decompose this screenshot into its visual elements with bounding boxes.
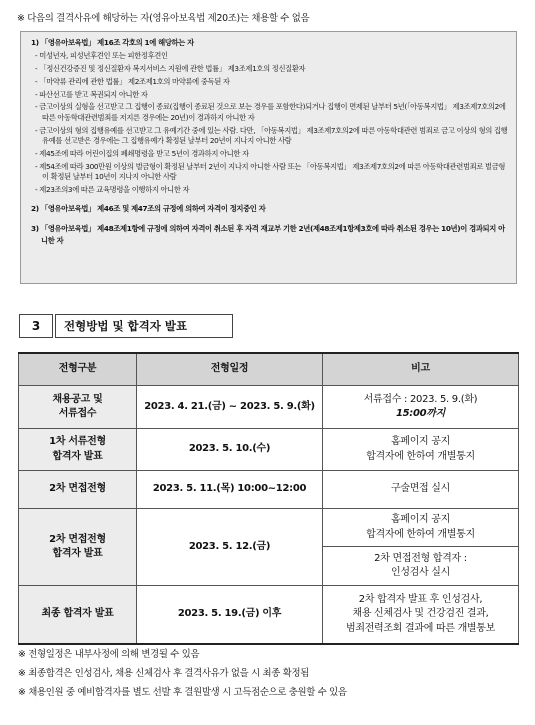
stage-cell: 2차 면접전형 합격자 발표 bbox=[19, 509, 137, 586]
disqualification-item-3: 3) 「영유아보육법」 제48조제1항에 규정에 의하여 자격이 취소된 후 자격 재교부 기한 2년(제48조제1항제3호에 따라 취소된 경우는 10년)이 경과되지 아니한 자 bbox=[31, 224, 505, 245]
footnote: ※ 채용인원 중 예비합격자를 별도 선발 후 결원발생 시 고득점순으로 충원할 수 있음 bbox=[18, 687, 347, 698]
section-title: 전형방법 및 합격자 발표 bbox=[55, 314, 233, 338]
table-row bbox=[19, 386, 519, 429]
note-cell: 홈페이지 공지 합격자에 한하여 개별통지 bbox=[323, 429, 519, 471]
schedule-header-row bbox=[19, 353, 519, 386]
disqualification-box bbox=[20, 31, 517, 284]
date-cell: 2023. 5. 19.(금) 이후 bbox=[137, 586, 323, 644]
stage-cell: 최종 합격자 발표 bbox=[19, 586, 137, 644]
footnote: ※ 최종합격은 인성검사, 채용 신체검사 후 결격사유가 없을 시 최종 확정됨 bbox=[18, 668, 309, 679]
footnotes bbox=[18, 646, 347, 703]
date-cell: 2023. 4. 21.(금) ~ 2023. 5. 9.(화) bbox=[137, 386, 323, 429]
stage-cell: 2차 면접전형 bbox=[19, 471, 137, 509]
note-cell: 2차 합격자 발표 후 인성검사, 채용 신체검사 및 건강검진 결과, 범죄전력조회 결과에 따른 개별통보 bbox=[323, 586, 519, 644]
note-cell: 구술면접 실시 bbox=[323, 471, 519, 509]
disqualification-sub-item: - 제54조에 따라 300만원 이상의 벌금형이 확정된 날부터 2년이 지나지 아니한 사람 또는 「아동복지법」 제3조제7호의2에 따른 아동학대관련범죄로 벌금형이 확정된 날부터 10년이 지나지 아니한 사람 bbox=[35, 161, 506, 182]
disqualification-sub-item: - 미성년자, 피성년후견인 또는 피한정후견인 bbox=[35, 51, 168, 60]
disqualification-sub-item: - 금고이상의 형의 집행유예를 선고받고 그 유예기간 중에 있는 사람. 다만, 「아동복지법」 제3조제7호의2에 따른 아동학대관련 범죄로 금고 이상의 형의 집행유예를 선고받은 경우에는 그 집행유예가 확정된 날부터 20년이 지나지 아니한 사람 bbox=[35, 125, 508, 146]
disqualification-item-1-list bbox=[35, 51, 508, 195]
stage-cell: 채용공고 및 서류접수 bbox=[19, 386, 137, 429]
note-cell: 홈페이지 공지 합격자에 한하여 개별통지 bbox=[323, 509, 519, 547]
disqualification-sub-item: - 파산선고를 받고 복권되지 아니한 자 bbox=[35, 89, 148, 99]
disqualification-item-2: 2) 「영유아보육법」 제46조 및 제47조의 규정에 의하여 자격이 정지중인 자 bbox=[31, 204, 266, 214]
note-text: 서류접수 : 2023. 5. 9.(화) bbox=[363, 393, 478, 405]
disqualification-intro: ※ 다음의 결격사유에 해당하는 자(영유아보육법 제20조)는 채용할 수 없음 bbox=[17, 13, 310, 24]
header-date: 전형일정 bbox=[137, 353, 323, 386]
header-note: 비고 bbox=[323, 353, 519, 386]
disqualification-sub-item: - 금고이상의 실형을 선고받고 그 집행이 종료(집행이 종료된 것으로 보는 경우를 포함한다)되거나 집행이 면제된 날부터 5년(「아동복지법」 제3조제7호의2에 따른 아동학대관련범죄를 저지른 경우에는 20년)이 경과하지 아니한 자 bbox=[35, 102, 506, 122]
disqualification-sub-item: - 제45조에 따라 어린이집의 폐쇄명령을 받고 5년이 경과하지 아니한 자 bbox=[35, 148, 249, 158]
note-cell: 2차 면접전형 합격자 : 인성검사 실시 bbox=[323, 547, 519, 586]
disqualification-sub-item: - 제23조의3에 따른 교육명령을 이행하지 아니한 자 bbox=[35, 184, 190, 194]
table-row bbox=[19, 586, 519, 644]
disqualification-item-1-title: 1) 「영유아보육법」 제16조 각호의 1에 해당하는 자 bbox=[31, 38, 194, 47]
footnote: ※ 전형일정은 내부사정에 의해 변경될 수 있음 bbox=[18, 649, 200, 660]
schedule-table bbox=[18, 352, 519, 645]
table-row bbox=[19, 429, 519, 471]
date-cell: 2023. 5. 11.(목) 10:00~12:00 bbox=[137, 471, 323, 509]
disqualification-sub-item: - 「정신건강증진 및 정신질환자 복지서비스 지원에 관한 법률」 제3조제1호의 정신질환자 bbox=[35, 63, 306, 73]
date-cell: 2023. 5. 12.(금) bbox=[137, 509, 323, 586]
stage-cell: 1차 서류전형 합격자 발표 bbox=[19, 429, 137, 471]
disqualification-sub-item: - 「마약류 관리에 관한 법률」 제2조제1호의 마약류에 중독된 자 bbox=[35, 76, 230, 86]
note-deadline: 15:00까지 bbox=[395, 408, 446, 419]
note-cell bbox=[323, 386, 519, 429]
date-cell: 2023. 5. 10.(수) bbox=[137, 429, 323, 471]
header-stage: 전형구분 bbox=[19, 353, 137, 386]
table-row bbox=[19, 471, 519, 509]
table-row bbox=[19, 509, 519, 547]
section-number: 3 bbox=[19, 314, 53, 338]
